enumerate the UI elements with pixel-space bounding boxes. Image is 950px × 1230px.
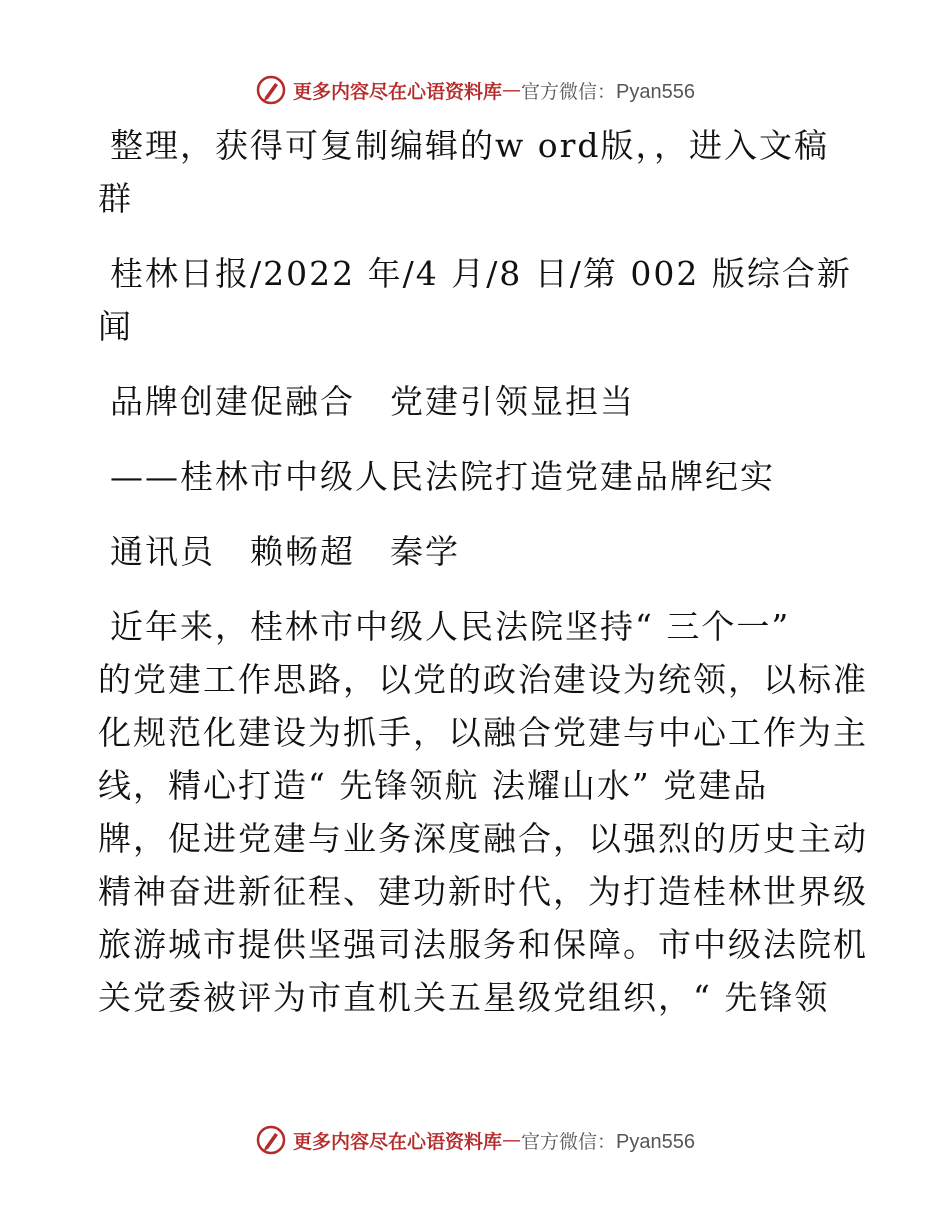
- document-body: [98, 119, 868, 1024]
- watermark-site-text: 更多内容尽在心语资料库: [293, 1130, 503, 1153]
- body-line: 线，精心打造“ 先锋领航 法耀山水” 党建品: [98, 766, 769, 805]
- watermark-banner-bottom: [0, 1120, 950, 1160]
- headline-text: 品牌创建促融合 党建引领显担当: [110, 382, 635, 421]
- intro-line: 群: [98, 179, 133, 218]
- watermark-wechat-label: 官方微信：: [521, 1130, 617, 1153]
- intro-paragraph: [98, 119, 858, 225]
- byline: [98, 525, 858, 578]
- watermark-banner-top: [0, 70, 950, 110]
- watermark-wechat-id: Pyan556: [616, 1130, 695, 1153]
- headline: [98, 375, 858, 428]
- watermark-wechat-label: 官方微信：: [521, 80, 617, 103]
- pen-circle-logo-icon: [255, 1124, 287, 1156]
- body-line: 化规范化建设为抓手，以融合党建与中心工作为主: [98, 713, 868, 752]
- body-line: 关党委被评为市直机关五星级党组织，“ 先锋领: [98, 978, 830, 1017]
- body-line: 牌，促进党建与业务深度融合，以强烈的历史主动: [98, 819, 868, 858]
- body-paragraph: [98, 600, 868, 1024]
- body-line: 近年来，桂林市中级人民法院坚持“ 三个一”: [110, 607, 791, 646]
- watermark-wechat: [521, 77, 695, 104]
- intro-line: 整理，获得可复制编辑的w ord版，，进入文稿: [110, 126, 830, 165]
- source-paragraph: [98, 247, 858, 353]
- watermark-wechat: [521, 1127, 695, 1154]
- watermark-wechat-id: Pyan556: [616, 80, 695, 103]
- watermark-dash: —: [502, 1129, 522, 1151]
- subheadline: [98, 450, 858, 503]
- body-line: 精神奋进新征程、建功新时代，为打造桂林世界级: [98, 872, 868, 911]
- source-line: 闻: [98, 307, 133, 346]
- subheadline-text: ——桂林市中级人民法院打造党建品牌纪实: [110, 457, 775, 496]
- watermark-dash: —: [502, 79, 522, 101]
- watermark-site-text: 更多内容尽在心语资料库: [293, 80, 503, 103]
- source-line: 桂林日报/2022 年/4 月/8 日/第 002 版综合新: [110, 254, 852, 293]
- pen-circle-logo-icon: [255, 74, 287, 106]
- body-line: 的党建工作思路，以党的政治建设为统领，以标准: [98, 660, 868, 699]
- byline-text: 通讯员 赖畅超 秦学: [110, 532, 460, 571]
- body-line: 旅游城市提供坚强司法服务和保障。市中级法院机: [98, 925, 868, 964]
